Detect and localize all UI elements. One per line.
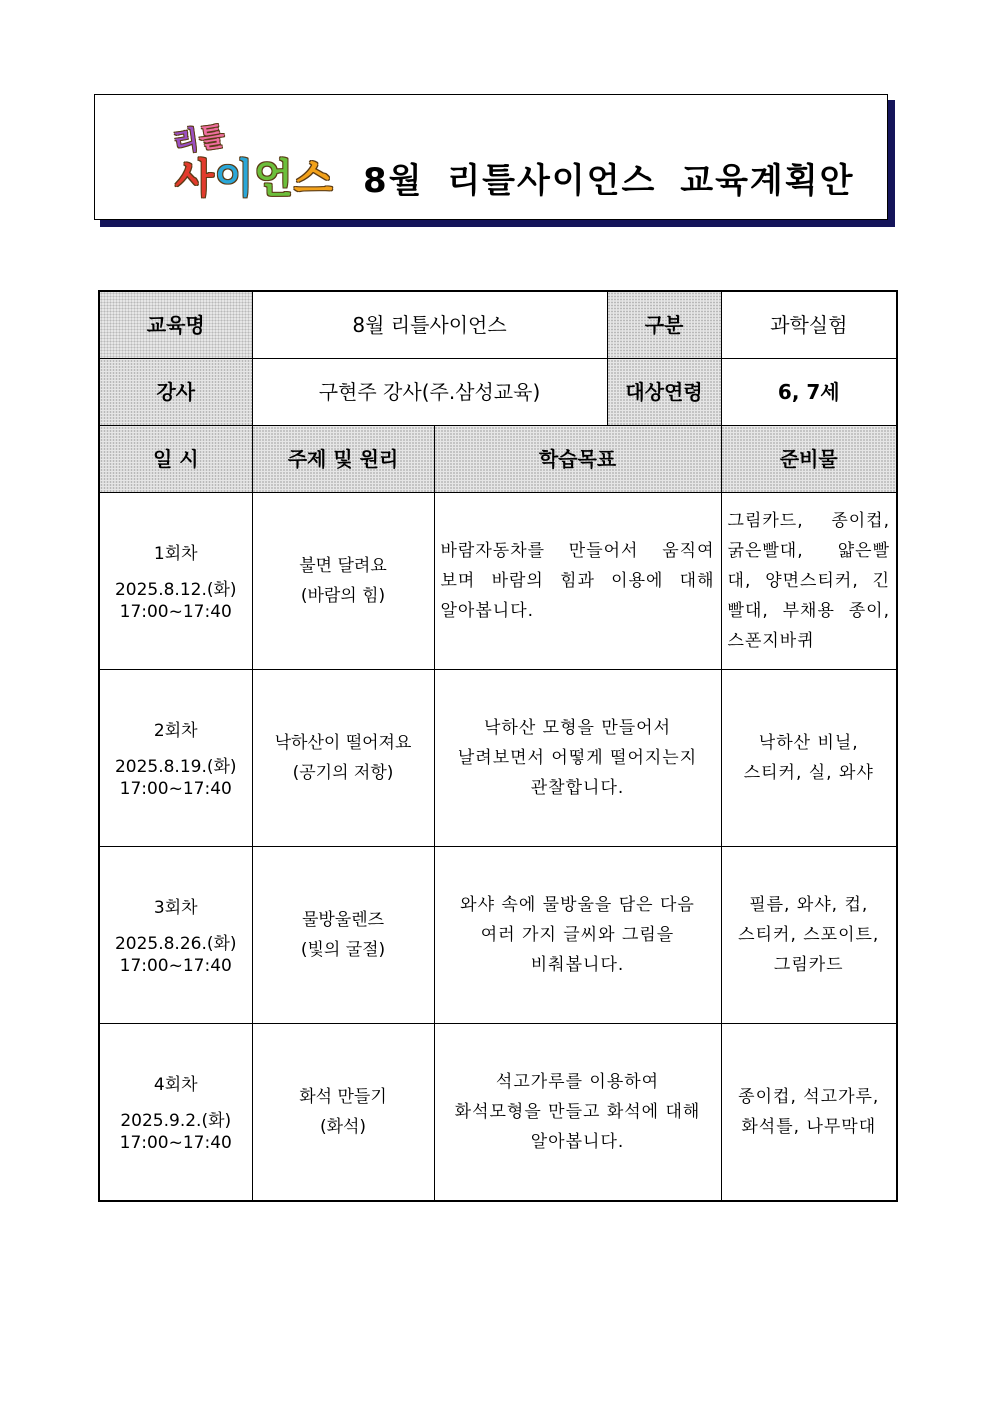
materials-line: 스티커, 스포이트,	[738, 925, 880, 945]
goal-line: 화석모형을 만들고 화석에 대해	[454, 1102, 701, 1122]
topic-principle: (바람의 힘)	[300, 586, 386, 606]
session-row	[99, 1024, 897, 1202]
course-value: 8월 리틀사이언스	[252, 291, 607, 359]
education-plan-table	[98, 290, 898, 1202]
col-header-date: 일 시	[99, 426, 252, 493]
logo-top-text: 리틀	[171, 121, 228, 159]
goal-line: 여러 가지 글씨와 그림을	[480, 925, 675, 945]
session-goal	[434, 670, 721, 847]
materials-line: 스폰지바퀴	[727, 631, 815, 651]
session-number: 3회차	[153, 898, 198, 918]
session-datetime	[99, 670, 252, 847]
materials-line: 낙하산 비닐,	[758, 733, 859, 753]
materials-line: 그림카드, 종이컵,	[727, 511, 891, 531]
topic-title: 화석 만들기	[299, 1087, 387, 1107]
col-header-goal: 학습목표	[434, 426, 721, 493]
session-topic	[252, 1024, 434, 1202]
topic-principle: (공기의 저항)	[292, 763, 394, 783]
session-datetime	[99, 847, 252, 1024]
session-date: 2025.8.26.(화)	[114, 934, 237, 954]
session-row	[99, 493, 897, 670]
session-number: 4회차	[153, 1075, 198, 1095]
topic-title: 낙하산이 떨어져요	[274, 733, 412, 753]
session-datetime	[99, 493, 252, 670]
goal-line: 알아봅니다.	[530, 1132, 625, 1152]
goal-line: 석고가루를 이용하여	[495, 1072, 660, 1092]
session-topic	[252, 670, 434, 847]
materials-line: 대, 양면스티커, 긴	[727, 571, 891, 591]
topic-principle: (화석)	[319, 1117, 367, 1137]
session-goal	[434, 493, 721, 670]
session-materials	[721, 670, 897, 847]
col-header-topic: 주제 및 원리	[252, 426, 434, 493]
materials-line: 빨대, 부채용 종이,	[727, 601, 891, 621]
session-time: 17:00~17:40	[119, 956, 232, 976]
goal-line: 보며 바람의 힘과 이용에 대해	[440, 571, 715, 591]
info-row-course	[99, 291, 897, 359]
session-number: 2회차	[153, 721, 198, 741]
goal-line: 날려보면서 어떻게 떨어지는지	[457, 748, 698, 768]
session-materials	[721, 847, 897, 1024]
instructor-label: 강사	[99, 359, 252, 426]
session-time: 17:00~17:40	[119, 1133, 232, 1153]
session-time: 17:00~17:40	[119, 779, 232, 799]
col-header-materials: 준비물	[721, 426, 897, 493]
session-materials	[721, 1024, 897, 1202]
instructor-value: 구현주 강사(주.삼성교육)	[252, 359, 607, 426]
materials-line: 필름, 와샤, 컵,	[749, 895, 869, 915]
page-title: 8월 리틀사이언스 교육계획안	[363, 161, 855, 201]
session-topic	[252, 847, 434, 1024]
goal-line: 바람자동차를 만들어서 움직여	[440, 541, 715, 561]
age-label: 대상연령	[607, 359, 721, 426]
title-box	[94, 94, 888, 220]
materials-line: 스티커, 실, 와샤	[743, 763, 874, 783]
info-row-instructor	[99, 359, 897, 426]
session-goal	[434, 1024, 721, 1202]
materials-line: 화석틀, 나무막대	[741, 1117, 877, 1137]
goal-line: 와샤 속에 물방울을 담은 다음	[460, 895, 695, 915]
goal-line: 낙하산 모형을 만들어서	[483, 718, 672, 738]
session-datetime	[99, 1024, 252, 1202]
course-label: 교육명	[99, 291, 252, 359]
session-row	[99, 847, 897, 1024]
category-label: 구분	[607, 291, 721, 359]
materials-line: 그림카드	[773, 955, 844, 975]
session-row	[99, 670, 897, 847]
column-header-row	[99, 426, 897, 493]
session-number: 1회차	[153, 544, 198, 564]
session-date: 2025.9.2.(화)	[120, 1111, 232, 1131]
age-value: 6, 7세	[721, 359, 897, 426]
session-topic	[252, 493, 434, 670]
session-date: 2025.8.19.(화)	[114, 757, 237, 777]
session-date: 2025.8.12.(화)	[114, 580, 237, 600]
session-materials	[721, 493, 897, 670]
topic-title: 물방울렌즈	[301, 910, 385, 930]
topic-principle: (빛의 굴절)	[300, 940, 386, 960]
logo-bottom-text: 사이언스	[175, 156, 334, 202]
category-value: 과학실험	[721, 291, 897, 359]
goal-line: 알아봅니다.	[440, 601, 535, 621]
little-science-logo	[171, 113, 341, 202]
session-goal	[434, 847, 721, 1024]
topic-title: 불면 달려요	[299, 556, 387, 576]
goal-line: 관찰합니다.	[530, 778, 625, 798]
goal-line: 비춰봅니다.	[530, 955, 625, 975]
session-time: 17:00~17:40	[119, 602, 232, 622]
materials-line: 굵은빨대, 얇은빨	[727, 541, 891, 561]
materials-line: 종이컵, 석고가루,	[738, 1087, 880, 1107]
